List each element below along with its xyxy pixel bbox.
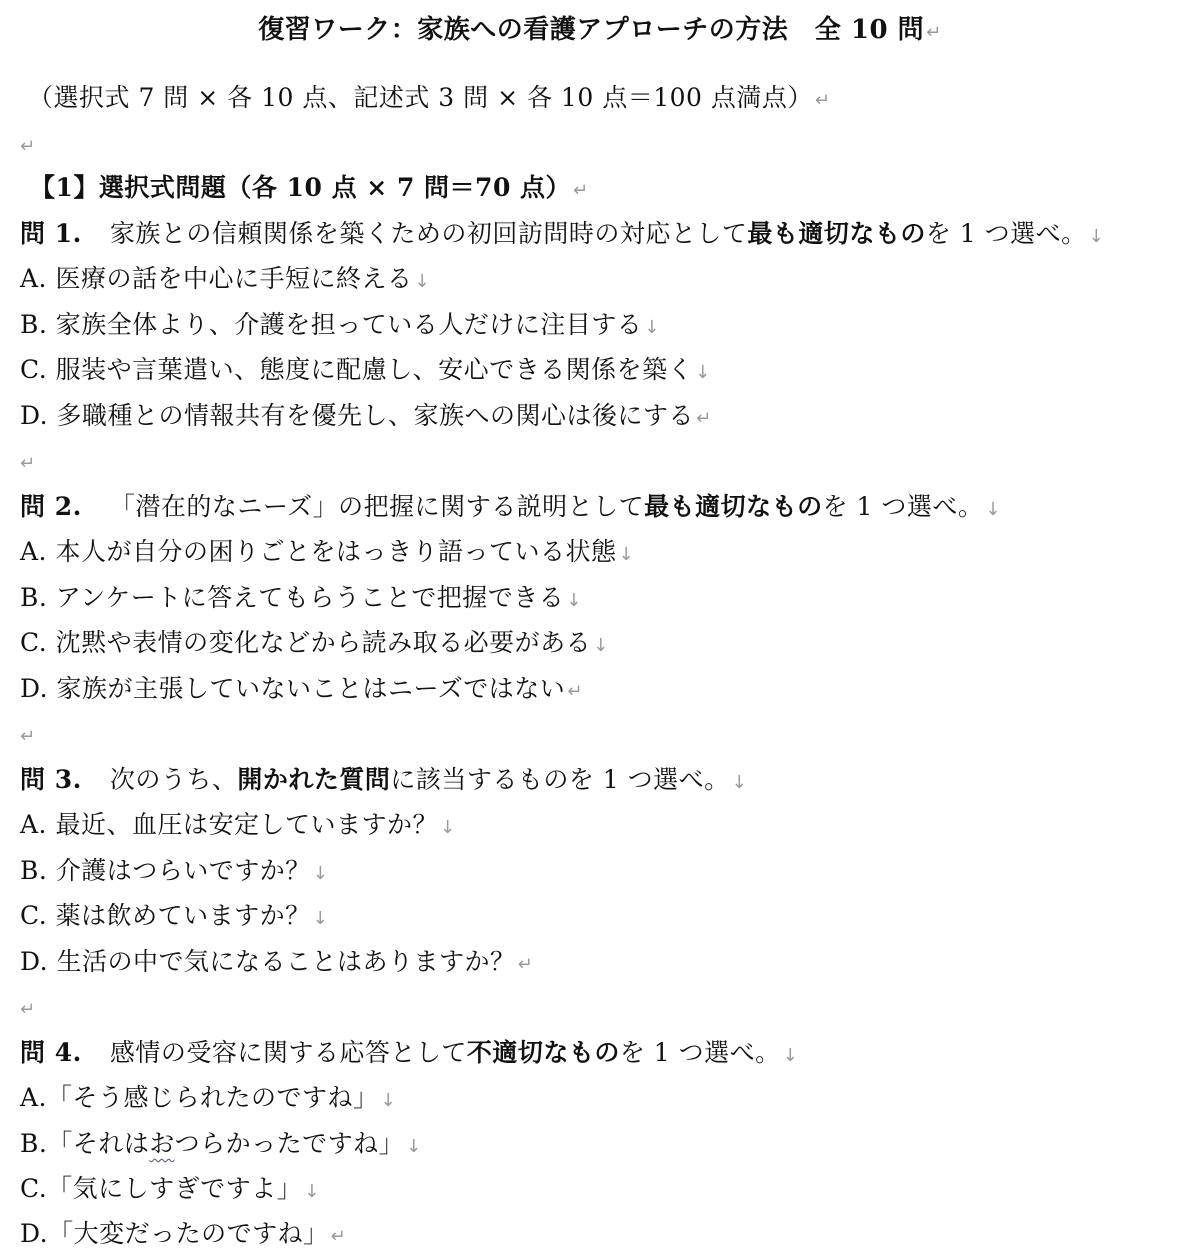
question-text: を 1 つ選べ。 <box>925 219 1087 248</box>
option-text: A. 最近、血圧は安定していますか？ <box>20 810 438 839</box>
option-text: D.「大変だったのですね」 <box>20 1219 329 1248</box>
question-number: 問 4. <box>20 1038 82 1067</box>
question-emphasis: 開かれた質問 <box>237 765 391 794</box>
question-3-option-d <box>20 942 533 982</box>
line-break-mark: ↓ <box>695 362 711 383</box>
option-text: B. 介護はつらいですか？ <box>20 856 311 885</box>
line-break-mark: ↓ <box>312 908 329 929</box>
paragraph-mark: ↵ <box>696 408 712 429</box>
line-break-mark: ↓ <box>593 635 609 656</box>
line-break-mark: ↓ <box>380 1090 397 1111</box>
paragraph-mark: ↵ <box>20 453 36 474</box>
question-text: に該当するものを 1 つ選べ。 <box>390 765 730 794</box>
line-break-mark: ↓ <box>985 499 1001 520</box>
option-text: つらかったですね」 <box>174 1129 405 1158</box>
question-3-stem <box>20 760 747 800</box>
option-text: D. 多職種との情報共有を優先し、家族への関心は後にする <box>20 401 695 430</box>
question-text: 「潜在的なニーズ」の把握に関する説明として <box>109 492 645 521</box>
question-1-option-b <box>20 305 660 345</box>
option-text: B. 家族全体より、介護を担っている人だけに注目する <box>20 310 643 339</box>
option-text: D. 生活の中で気になることはありますか？ <box>20 947 516 976</box>
spellcheck-squiggle: お <box>149 1129 175 1158</box>
question-4-option-d <box>20 1214 346 1254</box>
question-text: を 1 つ選べ。 <box>619 1038 781 1067</box>
section-heading-text: 【1】選択式問題（各 10 点 × 7 問＝70 点） <box>30 173 572 202</box>
question-2-stem <box>20 487 1001 527</box>
paragraph-mark: ↵ <box>814 90 831 111</box>
question-number: 問 2. <box>20 492 82 521</box>
option-text: B.「それは <box>20 1129 150 1158</box>
question-2-option-d <box>20 669 583 709</box>
question-text: 感情の受容に関する応答として <box>109 1038 467 1067</box>
question-4-stem <box>20 1033 798 1073</box>
question-1-option-d <box>20 396 712 436</box>
blank-line <box>20 441 36 481</box>
line-break-mark: ↓ <box>731 772 748 793</box>
paragraph-mark: ↵ <box>926 22 942 43</box>
question-1-option-a <box>20 259 430 299</box>
paragraph-mark: ↵ <box>330 1226 347 1247</box>
blank-line <box>20 987 36 1027</box>
option-text: A. 医療の話を中心に手短に終える <box>20 264 413 293</box>
blank-line <box>20 714 36 754</box>
paragraph-mark: ↵ <box>20 999 36 1020</box>
paragraph-mark: ↵ <box>517 954 534 975</box>
line-break-mark: ↓ <box>439 817 456 838</box>
option-text: C. 沈黙や表情の変化などから読み取る必要がある <box>20 628 592 657</box>
paragraph-mark: ↵ <box>567 681 583 702</box>
option-text: A. 本人が自分の困りごとをはっきり語っている状態 <box>20 537 617 566</box>
question-3-option-b <box>20 851 328 891</box>
line-break-mark: ↓ <box>644 317 660 338</box>
question-4-option-c <box>20 1169 320 1209</box>
paragraph-mark: ↵ <box>573 180 589 201</box>
option-text: C. 服装や言葉遣い、態度に配慮し、安心できる関係を築く <box>20 355 694 384</box>
question-text: 家族との信頼関係を築くための初回訪問時の対応として <box>109 219 748 248</box>
question-emphasis: 最も適切なもの <box>747 219 926 248</box>
section-heading <box>30 168 589 208</box>
line-break-mark: ↓ <box>782 1045 799 1066</box>
question-number: 問 1. <box>20 219 82 248</box>
question-emphasis: 最も適切なもの <box>644 492 823 521</box>
line-break-mark: ↓ <box>414 271 431 292</box>
question-2-option-c <box>20 623 609 663</box>
paragraph-mark: ↵ <box>20 726 36 747</box>
question-1-stem <box>20 214 1104 254</box>
option-text: B. アンケートに答えてもらうことで把握できる <box>20 583 565 612</box>
document-title <box>0 10 1200 50</box>
option-text: D. 家族が主張していないことはニーズではない <box>20 674 566 703</box>
question-emphasis: 不適切なもの <box>466 1038 620 1067</box>
question-1-option-c <box>20 350 711 390</box>
blank-line <box>20 124 36 164</box>
question-3-option-c <box>20 896 328 936</box>
option-text: C. 薬は飲めていますか？ <box>20 901 311 930</box>
line-break-mark: ↓ <box>312 863 329 884</box>
option-text: A.「そう感じられたのですね」 <box>20 1083 379 1112</box>
line-break-mark: ↓ <box>304 1181 320 1202</box>
line-break-mark: ↓ <box>618 544 635 565</box>
question-4-option-b <box>20 1124 422 1164</box>
line-break-mark: ↓ <box>406 1136 422 1157</box>
line-break-mark: ↓ <box>1088 226 1105 247</box>
question-2-option-a <box>20 532 634 572</box>
line-break-mark: ↓ <box>566 590 582 611</box>
option-text: C.「気にしすぎですよ」 <box>20 1174 303 1203</box>
question-number: 問 3. <box>20 765 82 794</box>
subtitle-text: （選択式 7 問 × 各 10 点、記述式 3 問 × 各 10 点＝100 点満点） <box>28 83 813 112</box>
paragraph-mark: ↵ <box>20 136 36 157</box>
question-2-option-b <box>20 578 582 618</box>
question-text: 次のうち、 <box>109 765 238 794</box>
document-subtitle <box>28 78 830 118</box>
question-text: を 1 つ選べ。 <box>822 492 984 521</box>
question-4-option-a <box>20 1078 396 1118</box>
document-title-text: 復習ワーク：家族への看護アプローチの方法 全 10 問 <box>258 15 925 45</box>
question-3-option-a <box>20 805 456 845</box>
